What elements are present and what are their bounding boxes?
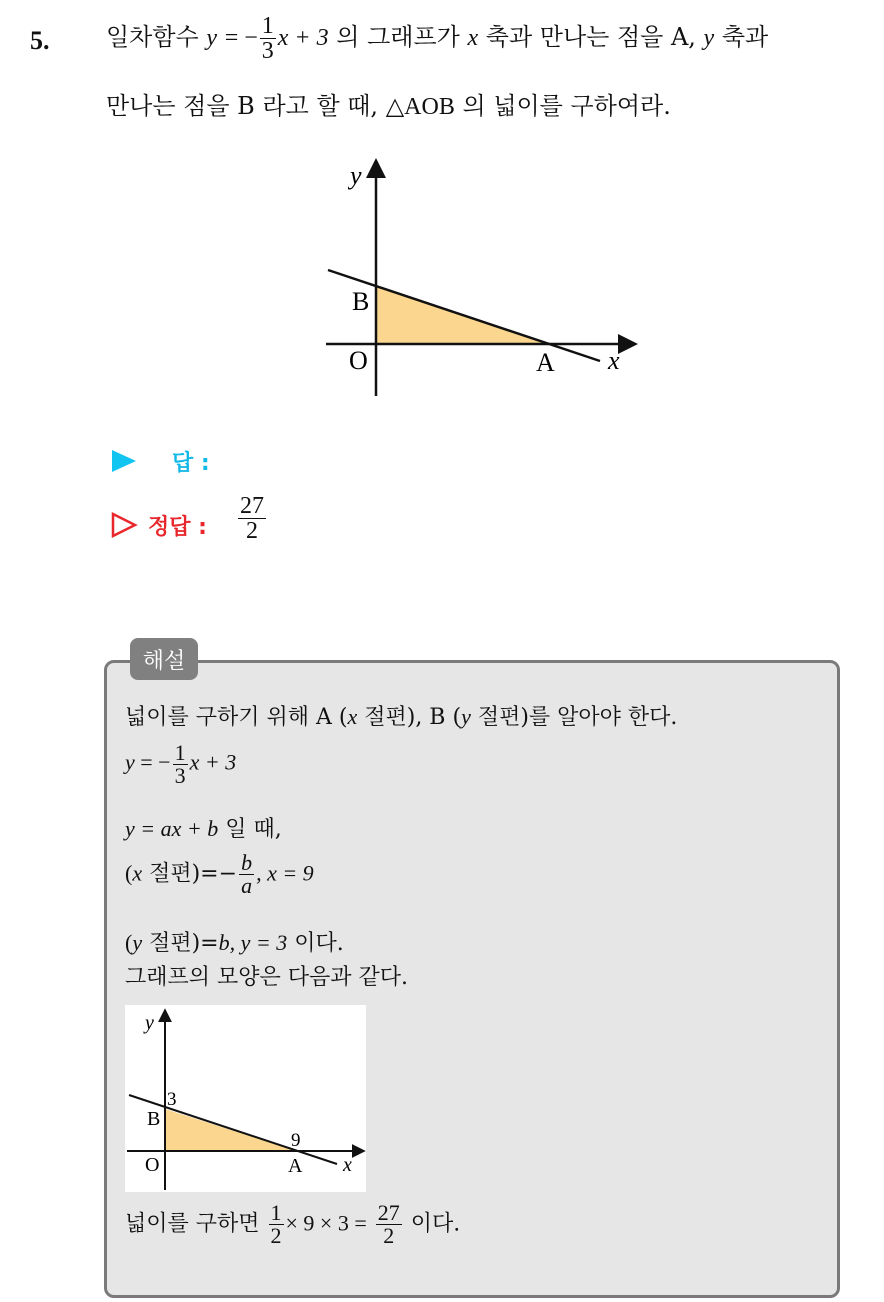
answer-input-label: 답 : <box>172 451 210 476</box>
solution-line-5 <box>125 926 344 957</box>
solution-line-1 <box>125 700 677 731</box>
question-line-2 <box>106 86 671 121</box>
solution-line-7 <box>125 1202 460 1247</box>
var-y: y <box>703 25 715 51</box>
correct-answer-label: 정답 : <box>148 515 207 540</box>
fraction-denominator: 2 <box>270 1223 282 1248</box>
correct-answer-fraction <box>238 494 266 543</box>
var-y: y <box>132 930 143 955</box>
fraction-denominator: 2 <box>238 518 266 543</box>
question-text: 만나는 점을 B 라고 할 때, <box>106 92 379 120</box>
y-intercept-value: , y = 3 <box>229 930 288 955</box>
y-axis-label: y <box>145 1012 154 1034</box>
solution-text: 이다. <box>294 931 344 956</box>
fraction-denominator: 2 <box>376 1224 402 1247</box>
solution-fraction <box>173 742 188 787</box>
equation-fraction <box>260 14 276 63</box>
triangle-label: △AOB <box>385 94 455 120</box>
y-intercept-label: 3 <box>167 1089 177 1110</box>
var-x: x <box>467 25 479 51</box>
point-a-label: A <box>288 1155 303 1177</box>
solution-fraction <box>269 1202 284 1247</box>
origin-label: O <box>145 1154 160 1176</box>
fraction-numerator: 1 <box>270 1200 282 1225</box>
solution-text: 절편)=− <box>149 861 238 887</box>
solution-line-6: 그래프의 모양은 다음과 같다. <box>125 965 408 990</box>
solution-fraction <box>239 852 254 897</box>
fraction-numerator: 27 <box>240 493 264 519</box>
paren: ( <box>125 860 133 886</box>
correct-answer-icon <box>110 512 138 538</box>
question-text: 의 넓이를 구하여라. <box>462 92 671 120</box>
equation-rest: x + 3 <box>277 25 329 51</box>
question-text: 일차함수 <box>106 23 199 51</box>
solution-text: 넓이를 구하기 위해 A ( <box>125 705 348 730</box>
var-y: y <box>125 749 135 775</box>
question-number: 5. <box>30 26 50 55</box>
question-text: 축과 만나는 점을 A, <box>485 23 696 51</box>
question-text: 축과 <box>721 23 769 51</box>
y-axis-label: y <box>350 161 362 190</box>
solution-text: 넓이를 구하면 <box>125 1211 260 1237</box>
equation-equals: = − <box>224 25 258 51</box>
equation-equals: = − <box>140 749 171 775</box>
area-expression: × 9 × 3 = <box>285 1210 367 1236</box>
paren: ( <box>125 930 133 955</box>
var-y: y <box>461 704 471 729</box>
fraction-numerator: 1 <box>261 13 274 39</box>
solution-text: 절편), B ( <box>364 705 462 730</box>
question-text: 의 그래프가 <box>336 23 460 51</box>
point-b-label: B <box>147 1108 161 1130</box>
fraction-denominator: a <box>241 873 253 898</box>
var-x: x <box>132 860 143 886</box>
equation-rest: x + 3 <box>189 749 237 775</box>
solution-graph <box>125 1005 366 1192</box>
solution-text: 절편)= <box>149 931 219 956</box>
point-b-label: B <box>352 287 370 316</box>
point-a-label: A <box>536 348 555 377</box>
general-form: y = ax + b <box>125 816 219 841</box>
fraction-numerator: 27 <box>377 1200 400 1225</box>
solution-line-4 <box>125 852 314 897</box>
x-intercept-value: , x = 9 <box>256 860 314 886</box>
x-intercept-label: 9 <box>291 1130 301 1151</box>
fraction-denominator: 3 <box>261 38 274 64</box>
fraction-numerator: 1 <box>174 740 186 765</box>
area-result-fraction <box>376 1202 402 1247</box>
var-x: x <box>347 704 358 729</box>
equation-y: y <box>206 25 218 51</box>
fraction-numerator: b <box>241 850 253 875</box>
origin-label: O <box>349 346 368 375</box>
solution-text: 일 때, <box>225 817 282 842</box>
question-graph <box>300 150 660 410</box>
question-line-1 <box>106 14 768 63</box>
x-axis-label: x <box>343 1154 352 1176</box>
fraction-denominator: 3 <box>174 763 186 788</box>
solution-text: 이다. <box>410 1211 461 1237</box>
x-axis-label: x <box>608 346 620 375</box>
solution-line-3 <box>125 812 282 843</box>
solution-text: 절편)를 알아야 한다. <box>477 705 678 730</box>
answer-play-icon <box>110 449 138 473</box>
graph-background <box>125 1005 366 1192</box>
var-b: b <box>218 930 230 955</box>
solution-line-2 <box>125 742 236 787</box>
solution-tab: 해설 <box>130 638 198 680</box>
